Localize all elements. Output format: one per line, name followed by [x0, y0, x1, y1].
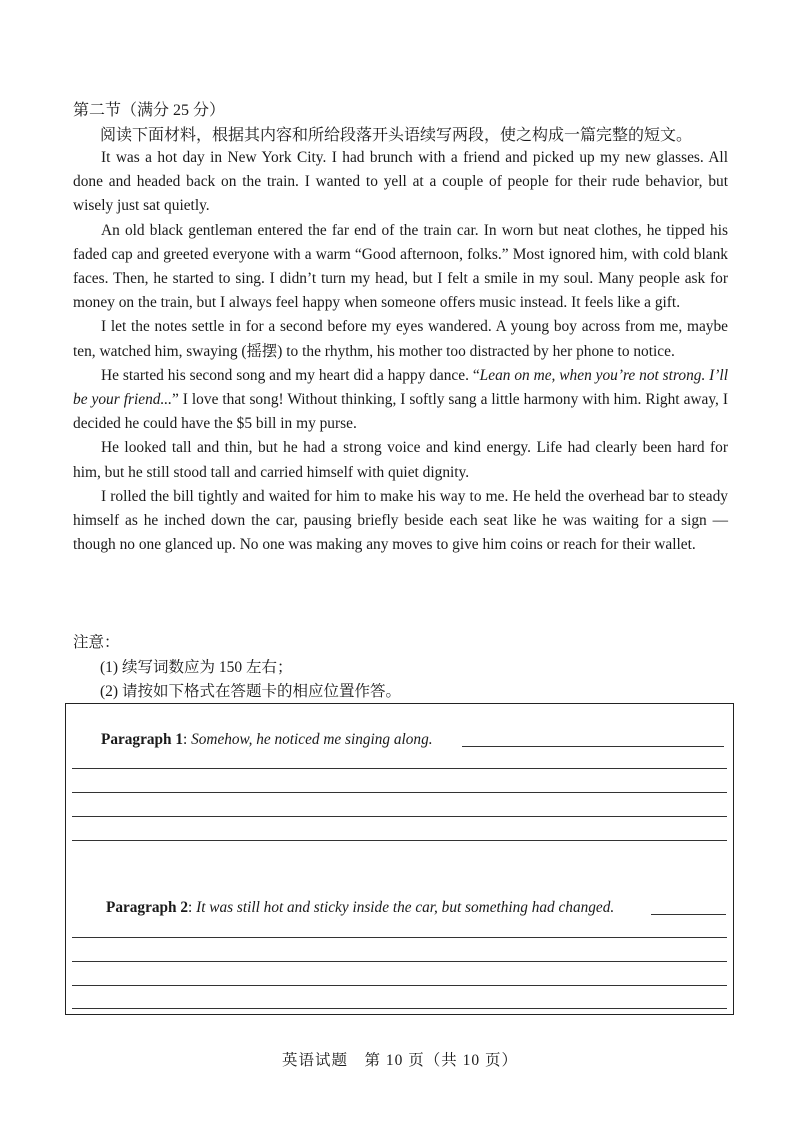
- passage-paragraph: [73, 364, 728, 437]
- paragraph-2-separator: :: [188, 899, 197, 916]
- writing-line[interactable]: [651, 914, 726, 915]
- page-footer: 英语试题 第 10 页（共 10 页）: [281, 1052, 518, 1069]
- paragraph-2-opening: It was still hot and sticky inside the car, but something had changed.: [196, 899, 615, 916]
- writing-line[interactable]: [72, 816, 727, 817]
- writing-line[interactable]: [72, 792, 727, 793]
- writing-line[interactable]: [72, 840, 727, 841]
- task-instruction: 阅读下面材料，根据其内容和所给段落开头语续写两段，使之构成一篇完整的短文。: [100, 127, 693, 144]
- notes-title: 注意：: [73, 634, 120, 651]
- paragraph-1-opening: Somehow, he noticed me singing along.: [191, 731, 433, 748]
- paragraph-1-label: Paragraph 1: [101, 731, 184, 748]
- passage-paragraph: It was a hot day in New York City. I had brunch with a friend and picked up my new glasses. All done and headed back on the train. I wanted to yell at a couple of people for their rude behavior, but wisely just sat quietly.: [73, 149, 728, 215]
- writing-line[interactable]: [462, 746, 724, 747]
- writing-line[interactable]: [72, 1008, 727, 1009]
- paragraph-1-separator: :: [183, 731, 192, 748]
- passage-paragraph: An old black gentleman entered the far end of the train car. In worn but neat clothes, he tipped his faded cap and greeted everyone with a warm “Good afternoon, folks.” Most ignored him, with cold blank faces. Then, he started to sing. I didn’t turn my head, but I felt a smile in my soul. Many people ask for money on the train, but I always feel happy when someone offers music instead. It feels like a gift.: [73, 221, 728, 312]
- paragraph-2-label: Paragraph 2: [106, 899, 189, 916]
- passage-text: He started his second song and my heart did a happy dance. “: [101, 366, 480, 384]
- section-title: 第二节（满分 25 分）: [73, 102, 226, 119]
- paragraph-1-prompt: [101, 731, 433, 749]
- passage-paragraph: I rolled the bill tightly and waited for him to make his way to me. He held the overhead bar to steady himself as he inched down the car, pausing briefly beside each seat like he was waiting for a sign — though no one glanced up. No one was making any moves to give him coins or reach for their wallet.: [73, 487, 728, 554]
- paragraph-2-prompt: [106, 899, 614, 917]
- reading-passage: [73, 146, 728, 557]
- note-item: (1) 续写词数应为 150 左右；: [100, 659, 293, 676]
- writing-line[interactable]: [72, 937, 727, 938]
- writing-line[interactable]: [72, 985, 727, 986]
- passage-text: ” I love that song! Without thinking, I softly sang a little harmony with him. Right away, I decided he could have the $5 bill in my purse.: [73, 391, 728, 433]
- passage-paragraph: He looked tall and thin, but he had a strong voice and kind energy. Life had clearly been hard for him, but he still stood tall and carried himself with quiet dignity.: [73, 439, 728, 481]
- writing-line[interactable]: [72, 768, 727, 769]
- writing-line[interactable]: [72, 961, 727, 962]
- note-item: (2) 请按如下格式在答题卡的相应位置作答。: [100, 683, 401, 700]
- passage-paragraph: I let the notes settle in for a second before my eyes wandered. A young boy across from me, maybe ten, watched him, swaying (摇摆) to the rhythm, his mother too distracted by her phone to notice.: [73, 318, 728, 360]
- answer-box: [65, 703, 734, 1015]
- song-lyric: Lean on me, when you’re not strong. I’ll be your friend...: [73, 366, 728, 409]
